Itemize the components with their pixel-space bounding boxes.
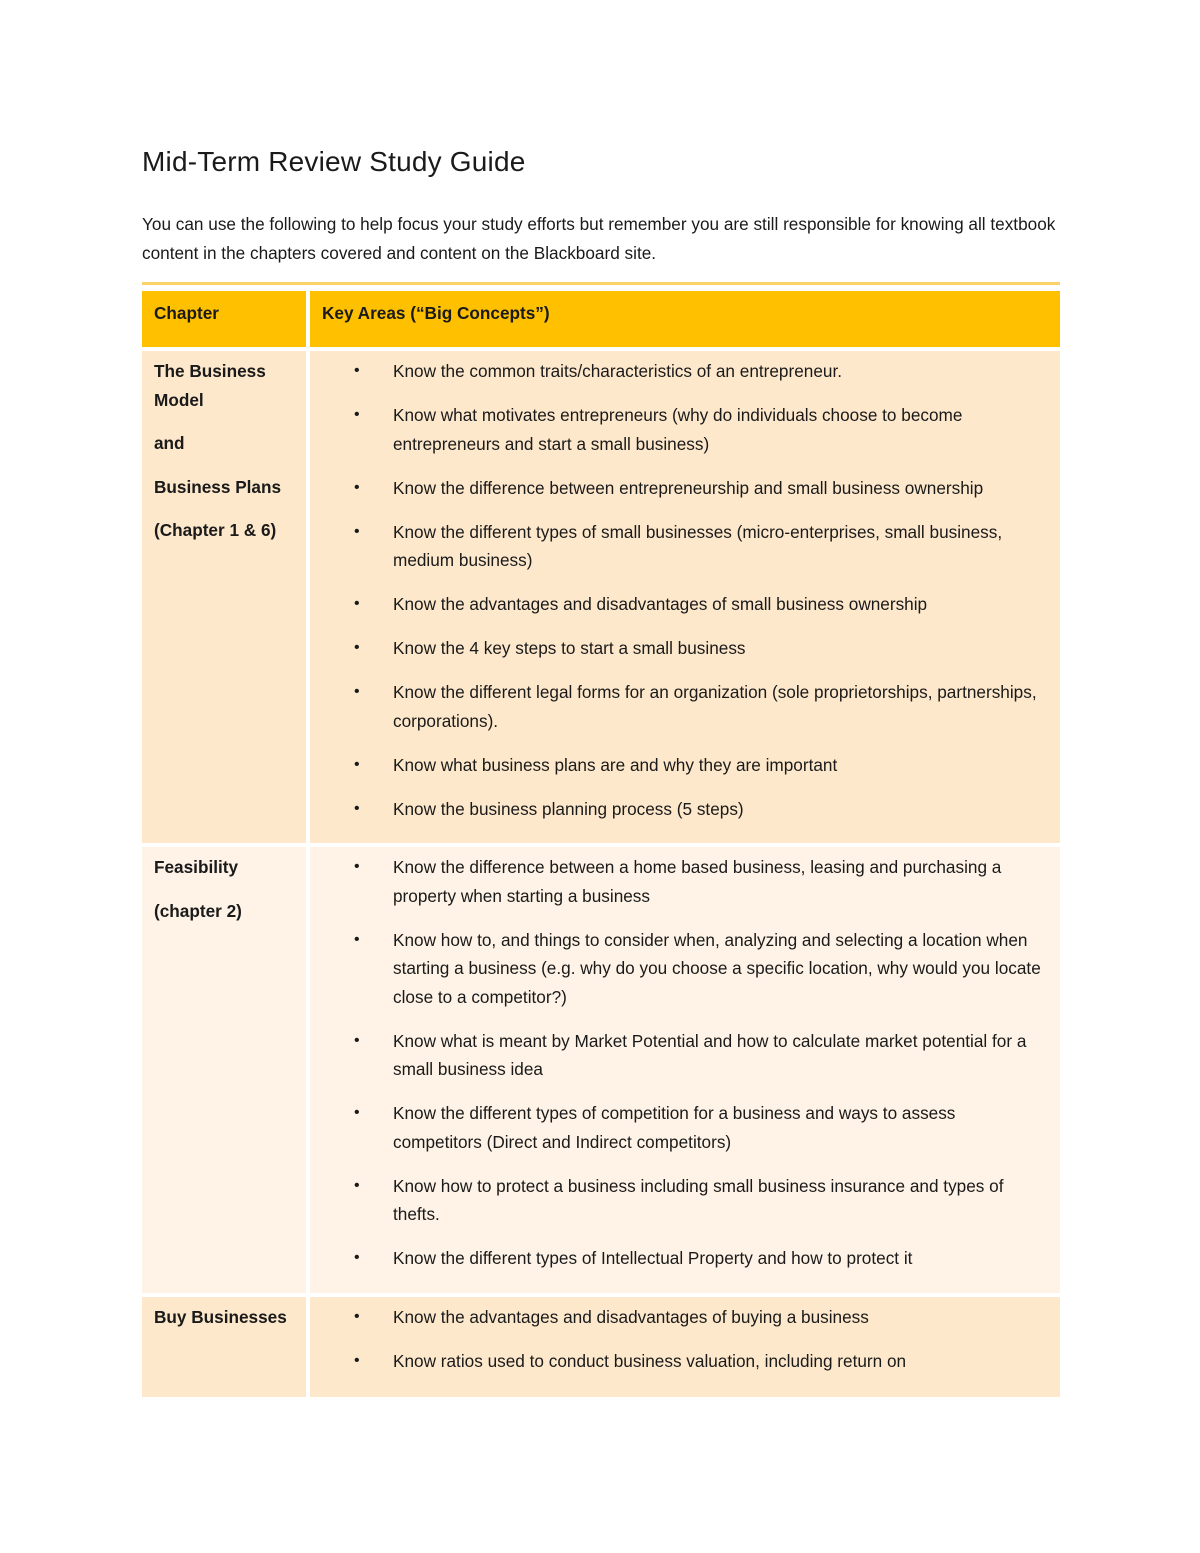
list-item: • Know what business plans are and why they are important [310,751,1046,780]
table-row [142,351,1060,843]
chapter-line: Business Plans [154,476,282,497]
chapter-line: (Chapter 1 & 6) [154,520,277,540]
chapter-line: (chapter 2) [154,900,242,921]
list-item: • Know the advantages and disadvantages of buying a business [310,1303,1046,1332]
list-item: • Know the different legal forms for an organization (sole proprietorships, partnerships, corporations). [310,678,1046,735]
chapter-line: Buy Businesses [154,1306,287,1327]
list-item: • Know the 4 key steps to start a small business [310,634,1046,663]
list-item: • Know the business planning process (5 steps) [310,795,1046,824]
chapter-cell [142,351,306,843]
header-key-areas: Key Areas (“Big Concepts”) [310,291,1060,347]
list-item: • Know how to, and things to consider when, analyzing and selecting a location when starting a business (e.g. why do you choose a specific location, why would you locate close to a competitor?) [310,926,1046,1012]
list-item: • Know what is meant by Market Potential and how to calculate market potential for a small business idea [310,1027,1046,1084]
intro-paragraph: You can use the following to help focus your study efforts but remember you are still responsible for knowing all textbook content in the chapters covered and content on the Blackboard site. [142,214,1056,263]
list-item: • Know the common traits/characteristics of an entrepreneur. [310,357,1046,386]
chapter-line: and [154,433,185,453]
list-item: • Know ratios used to conduct business valuation, including return on [310,1347,1046,1376]
table-top-rule [142,282,1060,285]
table-header-row [142,291,1060,347]
key-areas-list [310,351,1060,843]
list-item: • Know the different types of Intellectual Property and how to protect it [310,1244,1046,1273]
key-areas-list [310,847,1060,1293]
chapter-cell [142,847,306,1293]
page-title: Mid-Term Review Study Guide [142,146,526,177]
list-item: • Know the difference between entrepreneurship and small business ownership [310,474,1046,503]
key-areas-list [310,1297,1060,1376]
key-areas-cell [310,847,1060,1293]
document-page [142,140,1060,1401]
table-row [142,1297,1060,1397]
chapter-line: Feasibility [154,857,239,877]
table-row [142,847,1060,1293]
chapter-line: The Business [154,361,266,381]
list-item: • Know the advantages and disadvantages of small business ownership [310,590,1046,619]
chapter-line: Model [154,389,204,410]
list-item: • Know how to protect a business including small business insurance and types of thefts. [310,1172,1046,1229]
list-item: • Know the different types of small businesses (micro-enterprises, small business, medium business) [310,518,1046,575]
key-areas-cell [310,351,1060,843]
key-areas-cell [310,1297,1060,1397]
study-guide-table [138,287,1064,1401]
list-item: • Know the different types of competition for a business and ways to assess competitors (Direct and Indirect competitors) [310,1099,1046,1156]
header-chapter: Chapter [142,291,306,347]
list-item: • Know the difference between a home based business, leasing and purchasing a property when starting a business [310,853,1046,910]
list-item: • Know what motivates entrepreneurs (why do individuals choose to become entrepreneurs and start a small business) [310,401,1046,458]
chapter-cell [142,1297,306,1397]
